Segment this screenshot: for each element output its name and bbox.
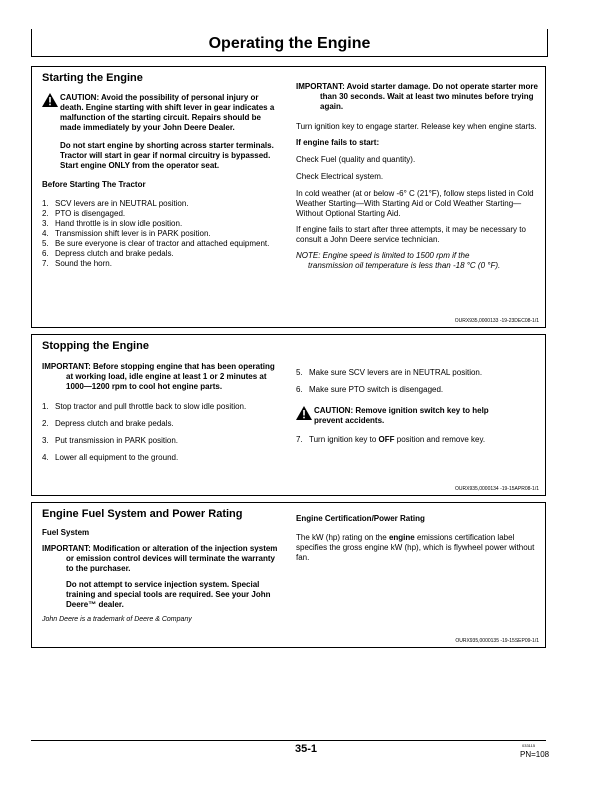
stopping-right-column: [296, 335, 542, 445]
caution-block: [296, 406, 499, 426]
warning-triangle-icon: [42, 93, 58, 107]
list-item: 3. Put transmission in PARK position.: [42, 436, 179, 445]
fuel-left-column: [42, 503, 284, 625]
fuel-system-heading: Fuel System: [42, 528, 90, 537]
starting-right-column: [296, 67, 542, 271]
list-item: 2. PTO is disengaged.: [42, 209, 126, 218]
list-item: 4. Lower all equipment to the ground.: [42, 453, 179, 462]
list-item: 6. Make sure PTO switch is disengaged.: [296, 385, 444, 394]
page-title: Operating the Engine: [208, 35, 371, 52]
caution-text-2: Do not start engine by shorting across starter terminals. Tractor will start in gear if normal circuitry is bypassed. Start engine ONLY from the operator seat.: [60, 141, 274, 170]
paragraph: Check Fuel (quality and quantity).: [296, 155, 416, 164]
caution-text: CAUTION: Avoid the possibility of personal injury or death. Engine starting with shift lever in gear indicates a malfunction of the starting circuit. Repairs should be made immediately by your John Deere Dealer.: [60, 93, 275, 132]
list-item: 4. Transmission shift lever is in PARK position.: [42, 229, 211, 238]
trademark-note: John Deere is a trademark of Deere & Company: [42, 616, 192, 623]
list-item: 7. Turn ignition key to OFF position and remove key.: [296, 435, 486, 444]
list-item: 5. Make sure SCV levers are in NEUTRAL position.: [296, 368, 483, 377]
footer-divider: [31, 740, 546, 741]
cert-heading: Engine Certification/Power Rating: [296, 514, 425, 523]
section-stopping-engine: [31, 334, 546, 496]
starting-left-column: [42, 67, 284, 269]
page-title-box: [31, 29, 548, 57]
page-reference: PN=108: [520, 750, 550, 759]
section-title: Starting the Engine: [42, 72, 143, 84]
section-fuel-system: [31, 502, 546, 648]
reference-code: OURX935,0000135 -19-15SEP09-1/1: [455, 638, 539, 644]
important-note: IMPORTANT: Before stopping engine that has been operating at working load, idle engine at least 1 or 2 minutes at 1000—1200 rpm to cool hot engine parts.: [42, 362, 275, 391]
stopping-list-step7: [296, 435, 542, 445]
important-note: IMPORTANT: Avoid starter damage. Do not operate starter more than 30 seconds. Wait at least two minutes before trying again.: [296, 82, 538, 111]
list-item: 3. Hand throttle is in slow idle position.: [42, 219, 183, 228]
warning-triangle-icon: [296, 406, 312, 420]
important-note: IMPORTANT: Modification or alteration of the injection system or emission control devices will terminate the warranty to the purchaser.: [42, 544, 278, 573]
cert-paragraph: The kW (hp) rating on the engine emissions certification label specifies the gross engine kW (hp), which is flywheel power without fan.: [296, 533, 535, 562]
list-item: 1. Stop tractor and pull throttle back to slow idle position.: [42, 402, 247, 411]
stopping-left-column: [42, 335, 284, 463]
paragraph: In cold weather (at or below -6° C (21°F), follow steps listed in Cold Weather Starting—With Starting Aid or Cold Weather Starting—Without Optional Starting Aid.: [296, 189, 534, 218]
caution-block: [42, 93, 284, 133]
section-title: Engine Fuel System and Power Rating: [42, 508, 243, 520]
list-item: 2. Depress clutch and brake pedals.: [42, 419, 174, 428]
page-number: 35-1: [294, 743, 318, 755]
before-starting-list: [42, 199, 284, 269]
list-item: 7. Sound the horn.: [42, 259, 112, 268]
stopping-list-right: [296, 368, 542, 395]
fuel-right-column: [296, 503, 542, 563]
important-note-2: Do not attempt to service injection system. Special training and special tools are required. See your John Deere™ dealer.: [66, 580, 271, 609]
section-title: Stopping the Engine: [42, 340, 149, 352]
stopping-list-left: [42, 402, 284, 463]
paragraph: Turn ignition key to engage starter. Release key when engine starts.: [296, 122, 537, 131]
list-item: 1. SCV levers are in NEUTRAL position.: [42, 199, 189, 208]
section-starting-engine: [31, 66, 546, 328]
note: NOTE: Engine speed is limited to 1500 rpm if the transmission oil temperature is less than -18 °C (0 °F).: [296, 251, 501, 270]
caution-text: CAUTION: Remove ignition switch key to help prevent accidents.: [314, 406, 489, 425]
list-item: 5. Be sure everyone is clear of tractor and attached equipment.: [42, 239, 270, 248]
fails-heading: If engine fails to start:: [296, 138, 380, 147]
paragraph: If engine fails to start after three attempts, it may be necessary to consult a John Deere service technician.: [296, 225, 526, 244]
paragraph: Check Electrical system.: [296, 172, 384, 181]
reference-code: OURX935,0000134 -19-15APR08-1/1: [455, 486, 539, 492]
before-starting-heading: Before Starting The Tractor: [42, 180, 146, 189]
reference-code: OURX935,0000133 -19-23DEC08-1/1: [454, 318, 539, 324]
list-item: 6. Depress clutch and brake pedals.: [42, 249, 174, 258]
footer-code: 033115: [522, 743, 536, 748]
